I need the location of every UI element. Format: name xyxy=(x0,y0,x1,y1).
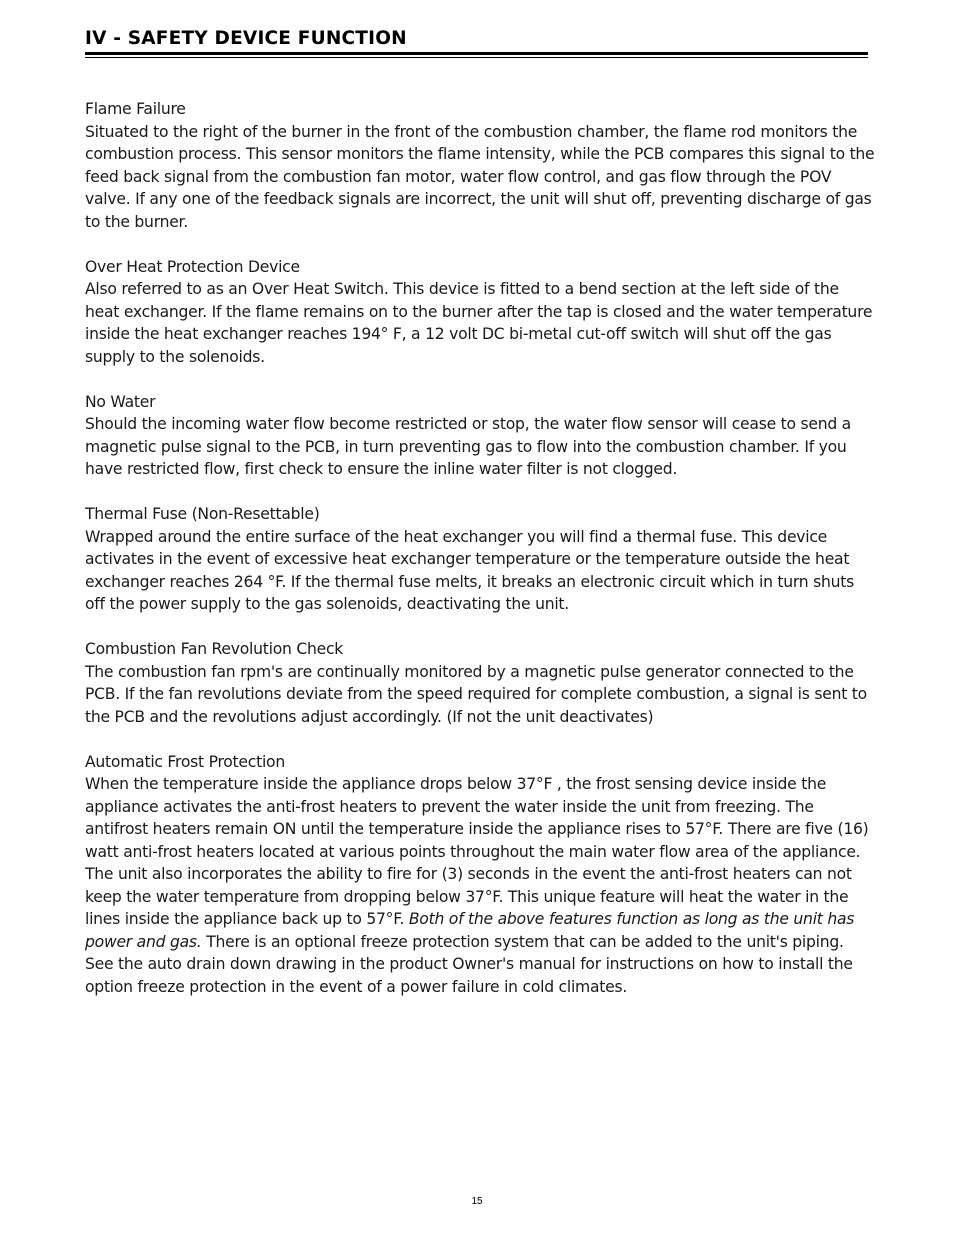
section-no-water xyxy=(85,391,875,481)
section-body xyxy=(85,773,875,998)
section-thermal-fuse xyxy=(85,503,875,616)
emphasized-note: Both of the above features function as long as the unit has power and gas. xyxy=(85,910,855,951)
section-heading: Combustion Fan Revolution Check xyxy=(85,640,344,658)
section-flame-failure xyxy=(85,98,875,233)
body-text: There is an optional freeze protection system that can be added to the unit's piping. See the auto drain down drawing in the product Owner's manual for instructions on how to install the option freeze protection in the event of a power failure in cold climates. xyxy=(85,932,853,996)
section-body: The combustion fan rpm's are continually monitored by a magnetic pulse generator connected to the PCB. If the fan revolutions deviate from the speed required for complete combustion, a signal is sent to the PCB and the revolutions adjust accordingly. (If not the unit deactivates) xyxy=(85,662,867,726)
document-body xyxy=(85,98,875,1021)
page-number: 15 xyxy=(471,1196,483,1207)
section-body: Situated to the right of the burner in the front of the combustion chamber, the flame rod monitors the combustion process. This sensor monitors the flame intensity, while the PCB compares this signal to the feed back signal from the combustion fan motor, water flow control, and gas flow through the POV valve. If any one of the feedback signals are incorrect, the unit will shut off, preventing discharge of gas to the burner. xyxy=(85,122,875,231)
page-title: IV - SAFETY DEVICE FUNCTION xyxy=(85,28,407,49)
section-heading: Flame Failure xyxy=(85,100,186,118)
section-over-heat-protection xyxy=(85,256,875,369)
section-body: Also referred to as an Over Heat Switch. This device is fitted to a bend section at the left side of the heat exchanger. If the flame remains on to the burner after the tap is closed and the water temperature inside the heat exchanger reaches 194° F, a 12 volt DC bi-metal cut-off switch will shut off the gas supply to the solenoids. xyxy=(85,280,873,366)
section-heading: Thermal Fuse (Non-Resettable) xyxy=(85,505,320,523)
section-frost-protection xyxy=(85,751,875,999)
title-divider-thin xyxy=(85,57,868,58)
section-combustion-fan xyxy=(85,638,875,728)
section-heading: No Water xyxy=(85,392,156,411)
section-heading: Automatic Frost Protection xyxy=(85,752,285,771)
section-body: Should the incoming water flow become restricted or stop, the water flow sensor will cease to send a magnetic pulse signal to the PCB, in turn preventing gas to flow into the combustion chamber. If you have restricted flow, first check to ensure the inline water filter is not clogged. xyxy=(85,415,851,478)
section-body: Wrapped around the entire surface of the heat exchanger you will find a thermal fuse. This device activates in the event of excessive heat exchanger temperature or the temperature outside the heat exchanger reaches 264 °F. If the thermal fuse melts, it breaks an electronic circuit which in turn shuts off the power supply to the gas solenoids, deactivating the unit. xyxy=(85,527,855,613)
section-heading: Over Heat Protection Device xyxy=(85,257,300,276)
title-divider xyxy=(85,52,868,55)
body-text: When the temperature inside the appliance drops below 37°F , the frost sensing device inside the appliance activates the anti-frost heaters to prevent the water inside the unit from freezing. The antifrost heaters remain ON until the temperature inside the appliance rises to 57°F. There are five (16) watt anti-frost heaters located at various points throughout the main water flow area of the appliance. The unit also incorporates the ability to fire for (3) seconds in the event the anti-frost heaters can not keep the water temperature from dropping below 37°F. This unique feature will heat the water in the lines inside the appliance back up to 57°F. xyxy=(85,775,869,928)
